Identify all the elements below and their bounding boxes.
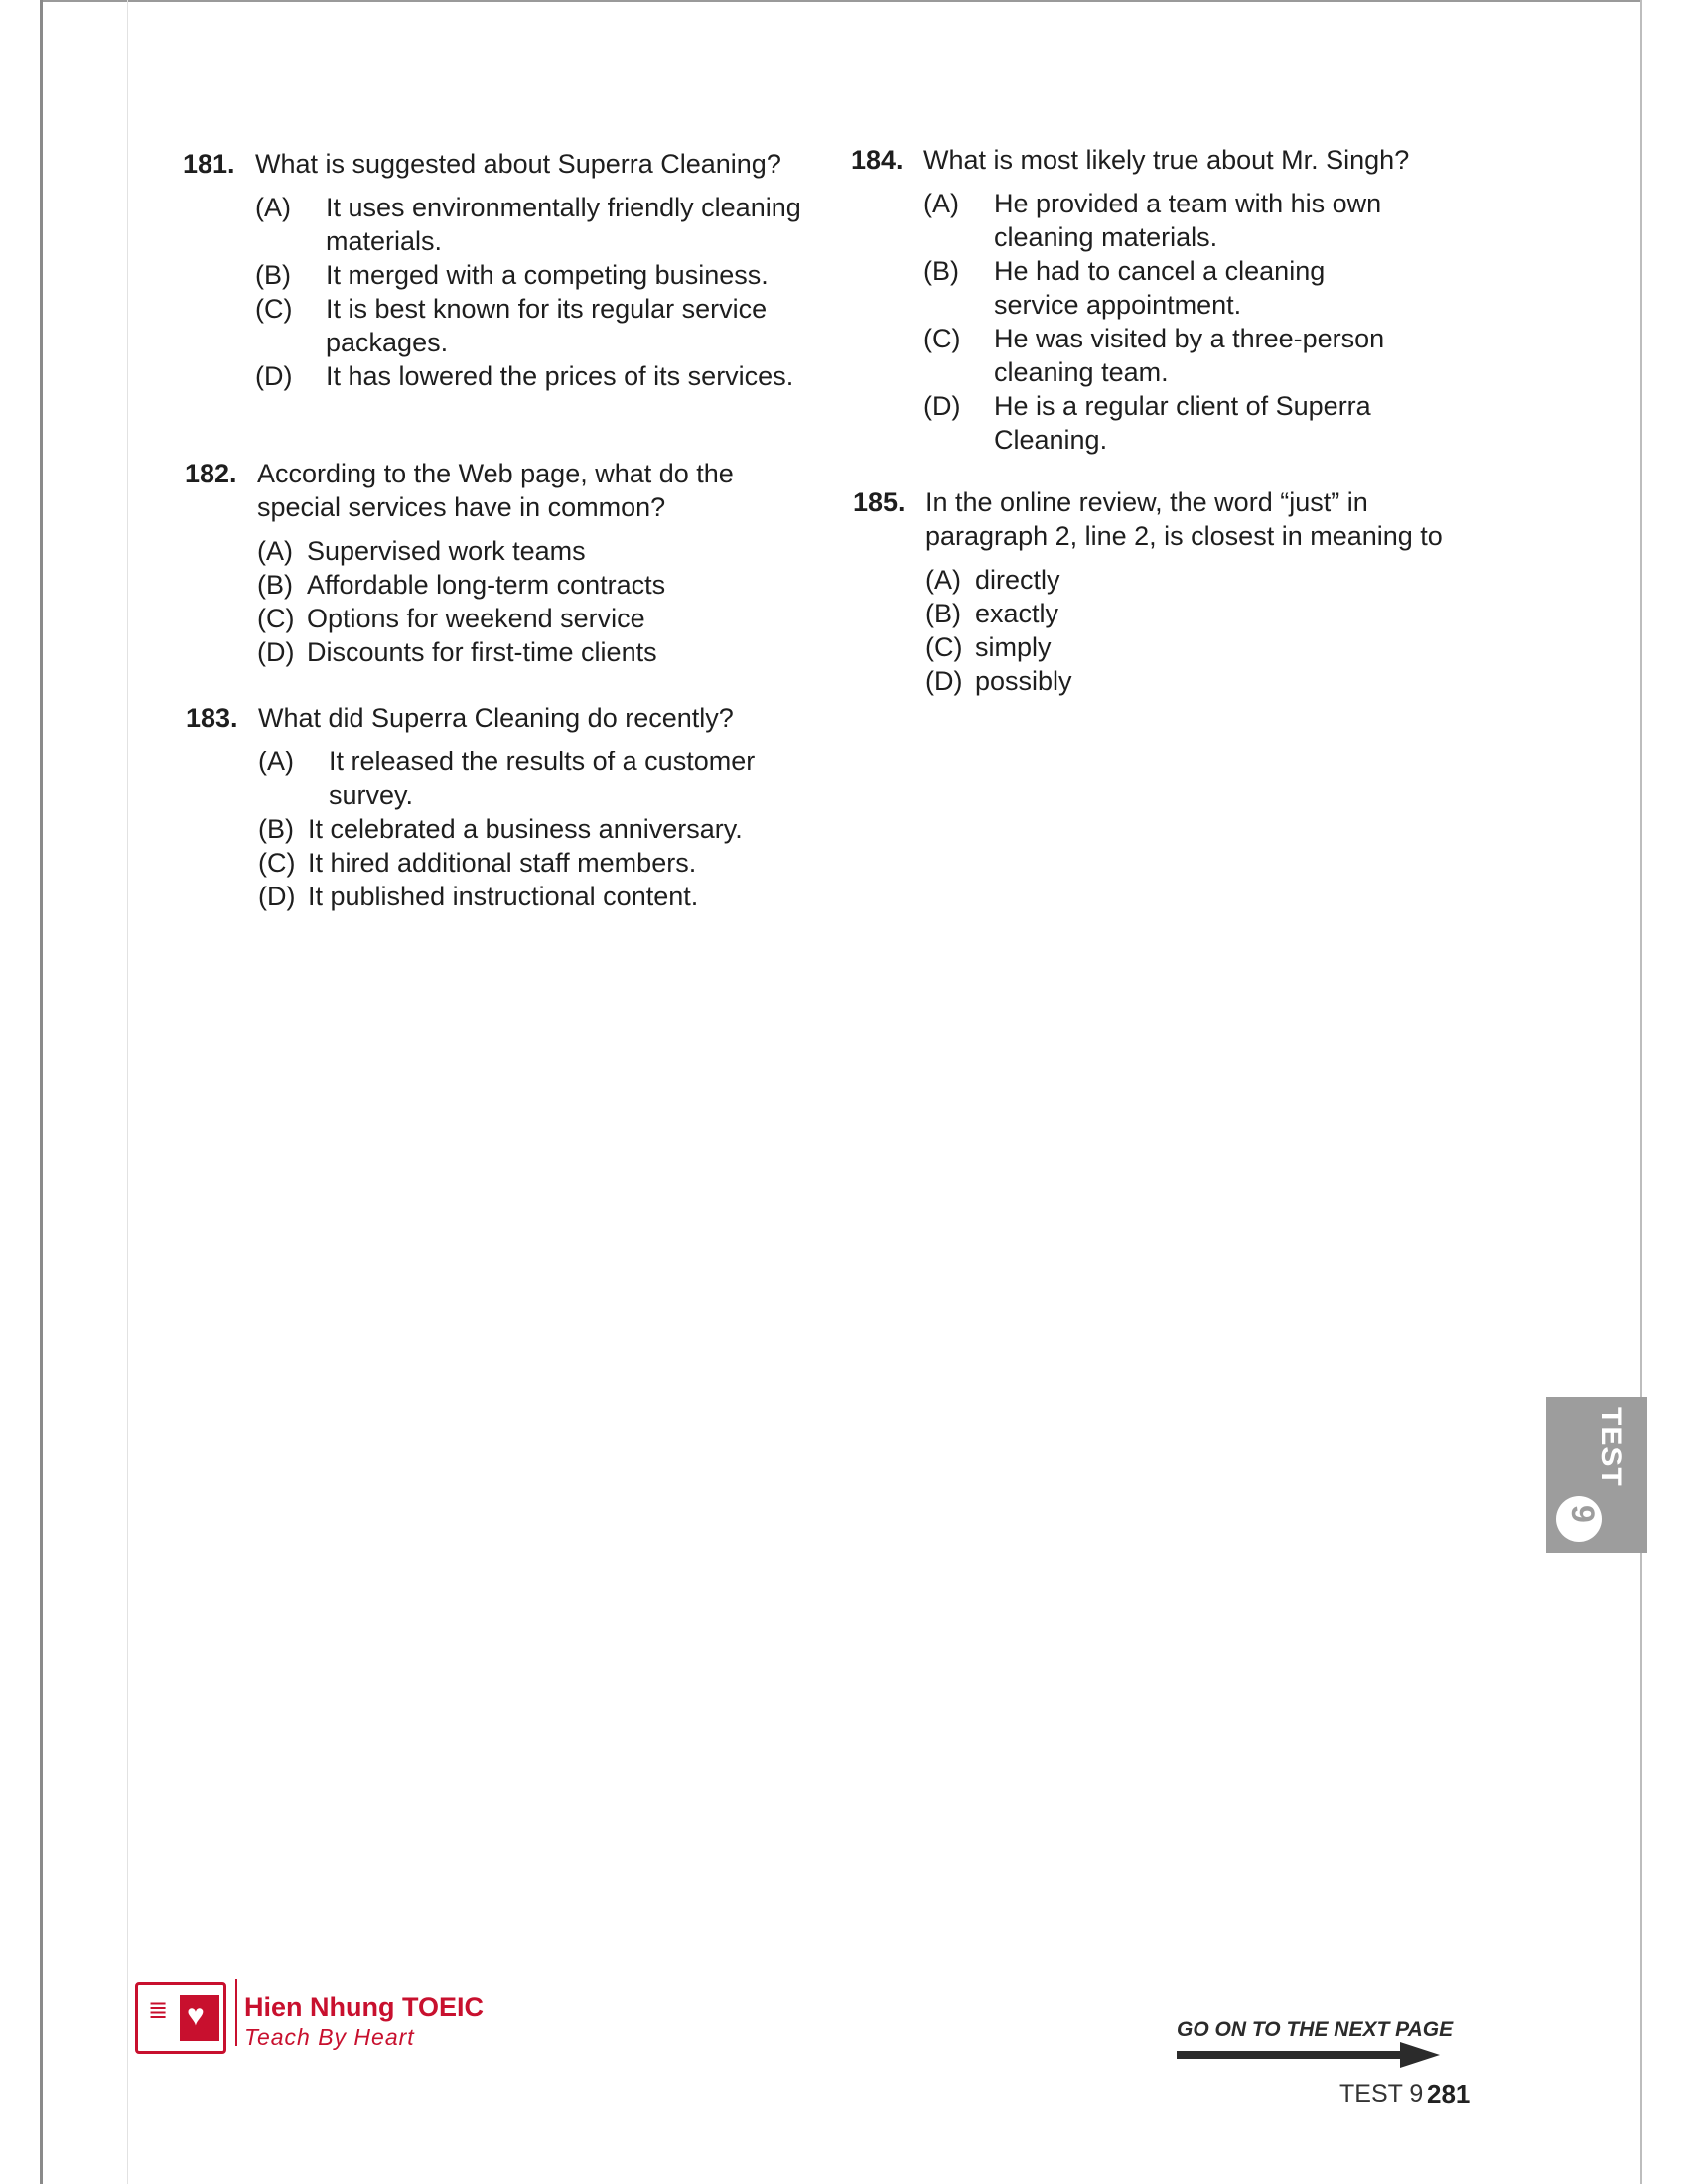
arrow-right-icon bbox=[1177, 2042, 1440, 2068]
question-number: 185. bbox=[853, 487, 906, 517]
question-184 bbox=[851, 143, 1447, 457]
option-label: (C) bbox=[258, 848, 296, 878]
option-text: exactly bbox=[975, 599, 1059, 628]
option-d[interactable] bbox=[258, 880, 821, 913]
option-b[interactable] bbox=[257, 568, 780, 602]
option-label: (A) bbox=[255, 193, 291, 222]
page-edge-right bbox=[1640, 0, 1642, 2184]
option-a[interactable] bbox=[925, 563, 1488, 597]
option-label: (D) bbox=[257, 637, 295, 667]
option-text: Options for weekend service bbox=[307, 604, 645, 633]
option-text: He had to cancel a cleaning service appointment. bbox=[994, 256, 1326, 320]
option-text: It uses environmentally friendly cleaning materials. bbox=[326, 193, 801, 256]
option-label: (B) bbox=[923, 256, 959, 286]
option-d[interactable] bbox=[925, 664, 1488, 698]
option-label: (C) bbox=[255, 294, 293, 324]
option-c[interactable] bbox=[255, 292, 818, 359]
option-label: (D) bbox=[925, 666, 963, 696]
question-182 bbox=[185, 457, 780, 669]
option-d[interactable] bbox=[923, 389, 1390, 457]
question-stem: What is most likely true about Mr. Singh? bbox=[923, 145, 1410, 175]
option-label: (B) bbox=[257, 570, 293, 600]
option-b[interactable] bbox=[255, 258, 818, 292]
logo-name: Hien Nhung TOEIC bbox=[244, 1992, 484, 2022]
book-heart-icon bbox=[135, 1982, 226, 2054]
option-text: It has lowered the prices of its services. bbox=[326, 361, 794, 391]
option-d[interactable] bbox=[257, 635, 780, 669]
page-edge-left bbox=[40, 0, 43, 2184]
option-text: He provided a team with his own cleaning materials. bbox=[994, 189, 1382, 252]
tab-number-circle bbox=[1556, 1496, 1602, 1542]
option-a[interactable] bbox=[255, 191, 818, 258]
option-c[interactable] bbox=[923, 322, 1390, 389]
question-number: 181. bbox=[183, 149, 235, 179]
option-b[interactable] bbox=[258, 812, 821, 846]
option-text: possibly bbox=[975, 666, 1072, 696]
option-text: It merged with a competing business. bbox=[326, 260, 769, 290]
option-list bbox=[258, 745, 821, 913]
question-185 bbox=[853, 485, 1488, 698]
option-b[interactable] bbox=[923, 254, 1390, 322]
logo-divider bbox=[235, 1979, 237, 2046]
option-label: (D) bbox=[258, 882, 296, 911]
option-label: (C) bbox=[923, 324, 961, 353]
option-text: Discounts for first-time clients bbox=[307, 637, 657, 667]
test-side-tab bbox=[1546, 1397, 1647, 1553]
footer-test-label: TEST 9 bbox=[1339, 2080, 1424, 2108]
option-label: (D) bbox=[255, 361, 293, 391]
option-text: Affordable long-term contracts bbox=[307, 570, 666, 600]
tab-number: 9 bbox=[1565, 1505, 1601, 1523]
question-183 bbox=[186, 701, 821, 913]
option-text: He was visited by a three-person cleaning team. bbox=[994, 324, 1385, 387]
option-c[interactable] bbox=[925, 630, 1488, 664]
option-label: (C) bbox=[257, 604, 295, 633]
option-text: He is a regular client of Superra Cleaning. bbox=[994, 391, 1371, 455]
option-text: It released the results of a customer survey. bbox=[329, 747, 756, 810]
option-text: It celebrated a business anniversary. bbox=[308, 814, 743, 844]
question-stem: In the online review, the word “just” in paragraph 2, line 2, is closest in meaning to bbox=[925, 487, 1443, 551]
option-d[interactable] bbox=[255, 359, 818, 393]
question-number: 182. bbox=[185, 459, 237, 488]
question-number: 183. bbox=[186, 703, 238, 733]
page-edge-top bbox=[40, 0, 1642, 2]
question-number: 184. bbox=[851, 145, 904, 175]
option-c[interactable] bbox=[258, 846, 821, 880]
option-label: (B) bbox=[255, 260, 291, 290]
option-label: (A) bbox=[257, 536, 293, 566]
question-stem: What did Superra Cleaning do recently? bbox=[258, 703, 734, 733]
option-text: directly bbox=[975, 565, 1060, 595]
option-a[interactable] bbox=[257, 534, 780, 568]
question-181 bbox=[183, 147, 818, 393]
option-text: simply bbox=[975, 632, 1052, 662]
option-list bbox=[925, 563, 1488, 698]
page-margin-line bbox=[127, 0, 128, 2184]
question-stem: According to the Web page, what do the special services have in common? bbox=[257, 459, 734, 522]
option-list bbox=[255, 191, 818, 393]
text-lines-icon: ≣ bbox=[148, 1997, 169, 2024]
option-text: It hired additional staff members. bbox=[308, 848, 697, 878]
page-number: 281 bbox=[1427, 2079, 1471, 2109]
option-text: It is best known for its regular service packages. bbox=[326, 294, 768, 357]
option-a[interactable] bbox=[258, 745, 766, 812]
option-b[interactable] bbox=[925, 597, 1488, 630]
option-label: (B) bbox=[258, 814, 294, 844]
option-list bbox=[257, 534, 780, 669]
option-label: (A) bbox=[925, 565, 961, 595]
option-text: It published instructional content. bbox=[308, 882, 699, 911]
option-c[interactable] bbox=[257, 602, 780, 635]
option-label: (D) bbox=[923, 391, 961, 421]
next-page-text: GO ON TO THE NEXT PAGE bbox=[1177, 2018, 1454, 2041]
tab-word: TEST bbox=[1595, 1407, 1627, 1487]
question-stem: What is suggested about Superra Cleaning? bbox=[255, 149, 781, 179]
option-label: (A) bbox=[923, 189, 959, 218]
logo-tagline: Teach By Heart bbox=[244, 2024, 415, 2050]
option-a[interactable] bbox=[923, 187, 1390, 254]
heart-icon: ♥ bbox=[187, 1999, 205, 2032]
option-text: Supervised work teams bbox=[307, 536, 586, 566]
option-label: (A) bbox=[258, 747, 294, 776]
option-label: (C) bbox=[925, 632, 963, 662]
option-label: (B) bbox=[925, 599, 961, 628]
option-list bbox=[923, 187, 1390, 457]
